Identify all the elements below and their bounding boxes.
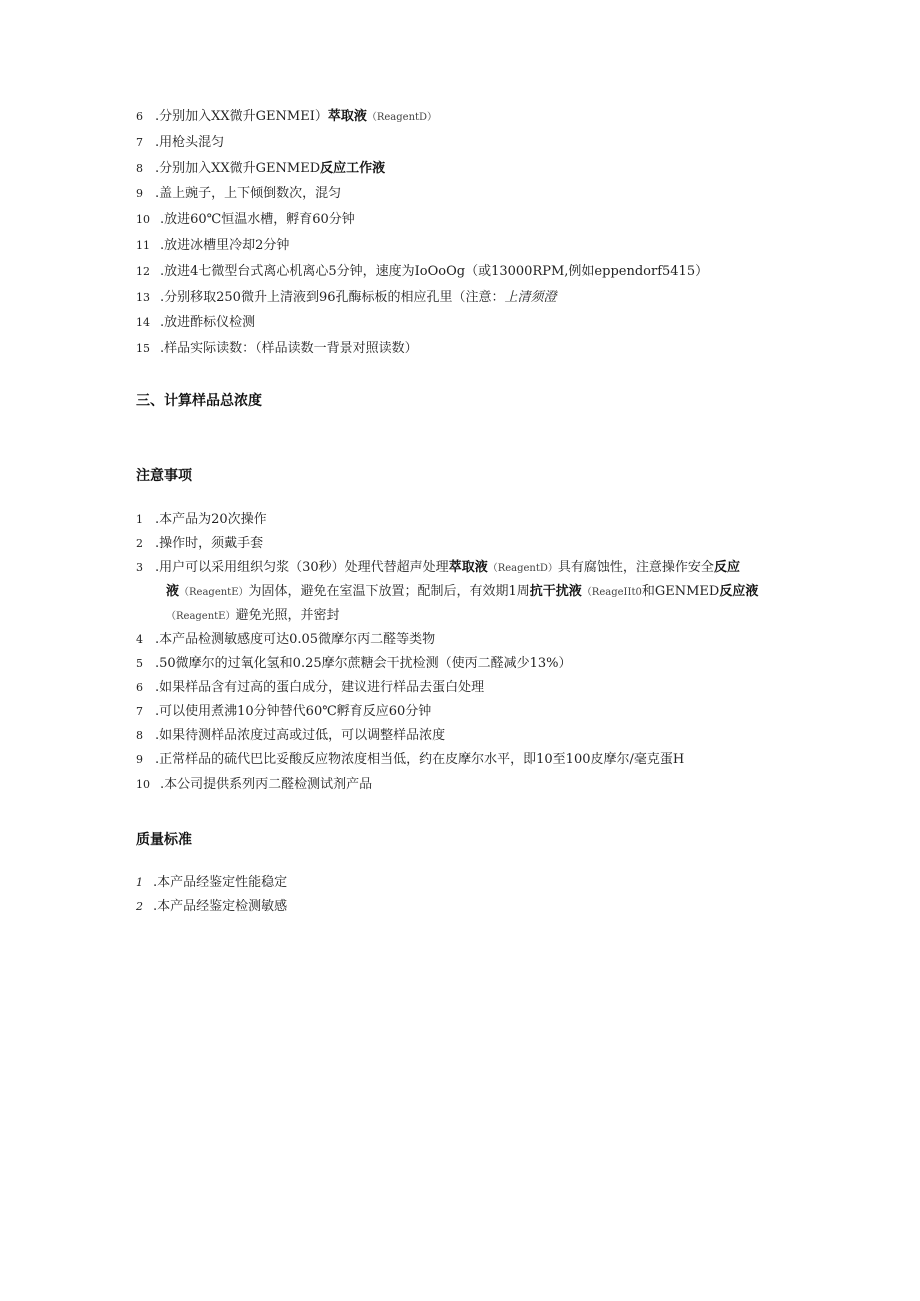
reagent-code: （ReagentD） <box>487 563 558 574</box>
note-item-continuation <box>136 584 816 600</box>
text-run: .操作时，须戴手套 <box>155 536 264 551</box>
item-number: 2 <box>136 537 143 550</box>
procedure-step <box>136 212 816 228</box>
text-run: .本产品为20次操作 <box>155 512 267 527</box>
reagent-name: 萃取液 <box>327 109 367 124</box>
item-text <box>155 728 445 744</box>
text-run: .放进60℃恒温水槽，孵育60分钟 <box>160 212 355 228</box>
procedure-step <box>136 135 816 151</box>
item-number: 7 <box>136 135 143 149</box>
item-text <box>153 899 287 915</box>
item-number: 1 <box>136 513 143 526</box>
item-text <box>166 584 758 601</box>
text-run: .用户可以采用组织匀浆（30秒）处理代替超声处理 <box>155 560 449 575</box>
item-text <box>160 777 372 793</box>
item-number: 9 <box>136 753 143 766</box>
procedure-step <box>136 264 816 280</box>
item-number: 10 <box>136 778 150 791</box>
text-run: .分别移取250微升上清液到96孔酶标板的相应孔里（注意： <box>160 289 505 305</box>
text-run: .本公司提供系列丙二醛检测试剂产品 <box>160 777 373 792</box>
item-text <box>153 875 287 891</box>
item-number: 8 <box>136 729 143 742</box>
text-run: .50微摩尔的过氧化氢和0.25摩尔蔗糖会干扰检测（使丙二醛减少13%） <box>155 656 572 671</box>
item-number: 13 <box>136 290 150 304</box>
text-run: .分别加入XX微升GENMEI） <box>155 109 328 124</box>
item-number: 4 <box>136 633 143 646</box>
reagent-name: 反应液 <box>719 584 759 599</box>
item-text <box>155 186 341 202</box>
note-item <box>136 536 816 552</box>
text-run: .用枪头混匀 <box>155 134 225 150</box>
text-run: 上清须澄 <box>504 289 557 305</box>
section-3-heading: 三、计算样品总浓度 <box>136 393 262 409</box>
quality-item <box>136 875 536 891</box>
note-item <box>136 680 816 696</box>
text-run: .本产品经鉴定性能稳定 <box>153 875 288 890</box>
item-text <box>155 680 484 696</box>
item-text <box>155 135 224 151</box>
quality-standard-heading: 质量标准 <box>136 832 192 848</box>
reagent-name: 抗干扰液 <box>529 584 582 599</box>
text-run: .本产品经鉴定检测敏感 <box>153 899 288 914</box>
reagent-code: （ReagentE） <box>179 587 249 598</box>
procedure-step <box>136 290 816 306</box>
text-run: .正常样品的硫代巴比妥酸反应物浓度相当低，约在皮摩尔水平，即10至100皮摩尔/毫克蛋H <box>155 752 685 767</box>
note-item <box>136 728 816 744</box>
item-text <box>160 238 289 254</box>
reagent-code: （ReagentD） <box>366 112 438 123</box>
text-run: .盖上豌子，上下倾倒数次，混匀 <box>155 186 342 202</box>
reagent-name: 液 <box>166 584 180 599</box>
note-item <box>136 632 816 648</box>
item-number: 15 <box>136 342 150 356</box>
text-run: 和GENMED <box>641 584 720 599</box>
reagent-name: 萃取液 <box>448 560 488 575</box>
item-text <box>160 212 355 228</box>
item-number: 5 <box>136 657 143 670</box>
note-item <box>136 512 816 528</box>
text-run: .如果待测样品浓度过高或过低，可以调整样品浓度 <box>155 728 446 743</box>
note-item <box>136 560 816 576</box>
item-text <box>155 161 385 177</box>
item-text <box>155 560 740 577</box>
note-item-continuation <box>136 608 816 624</box>
text-run: .放进冰槽里冷却2分钟 <box>160 238 290 253</box>
text-run: .可以使用煮沸10分钟替代60℃孵育反应60分钟 <box>155 704 432 719</box>
item-text <box>155 536 263 552</box>
text-run: .本产品检测敏感度可达0.05微摩尔丙二醛等类物 <box>155 632 436 647</box>
procedure-step <box>136 238 816 254</box>
item-number: 9 <box>136 187 143 201</box>
item-number: 10 <box>136 213 150 227</box>
item-text <box>160 341 418 357</box>
procedure-step <box>136 186 816 202</box>
item-text <box>155 109 437 126</box>
text-run: .样品实际读数：（样品读数一背景对照读数） <box>160 341 418 357</box>
notes-heading: 注意事项 <box>136 468 192 484</box>
note-item <box>136 656 816 672</box>
note-item <box>136 752 816 768</box>
text-run: .分别加入XX微升GENMED <box>155 160 321 176</box>
reagent-name: 反应 <box>713 560 740 575</box>
quality-item <box>136 899 536 915</box>
text-run: 避免光照，并密封 <box>235 608 340 623</box>
item-number: 7 <box>136 705 143 718</box>
procedure-step <box>136 341 816 357</box>
item-number: 8 <box>136 161 143 175</box>
reagent-name: 反应工作液 <box>320 160 386 176</box>
item-number: 14 <box>136 316 150 330</box>
item-text <box>155 752 684 768</box>
item-number: 6 <box>136 110 143 123</box>
text-run: .放进酢标仪检测 <box>160 315 256 331</box>
text-run: 为固体，避免在室温下放置；配制后，有效期1周 <box>248 584 530 599</box>
item-text <box>155 704 431 720</box>
item-text <box>155 632 435 648</box>
item-number: 2 <box>136 900 143 913</box>
item-text <box>166 608 340 625</box>
procedure-step <box>136 109 816 125</box>
procedure-step <box>136 315 816 331</box>
reagent-code: （ReageIIt0 <box>581 587 642 598</box>
item-number: 3 <box>136 561 143 574</box>
item-text <box>155 512 267 528</box>
item-number: 11 <box>136 239 150 252</box>
text-run: .如果样品含有过高的蛋白成分，建议进行样品去蛋白处理 <box>155 680 485 695</box>
item-text <box>160 264 708 280</box>
item-number: 6 <box>136 681 143 694</box>
text-run: .放进4七微型台式离心机离心5分钟，速度为IoOoOg（或13000RPM,例如eppendorf5415） <box>160 263 709 279</box>
item-text <box>155 656 572 672</box>
text-run: 具有腐蚀性，注意操作安全 <box>557 560 714 575</box>
item-number: 1 <box>136 876 143 889</box>
item-text <box>160 290 557 306</box>
procedure-step <box>136 161 816 177</box>
item-number: 12 <box>136 264 150 278</box>
note-item <box>136 704 816 720</box>
reagent-code: （ReagentE） <box>166 611 236 622</box>
note-item <box>136 777 816 793</box>
item-text <box>160 315 255 331</box>
